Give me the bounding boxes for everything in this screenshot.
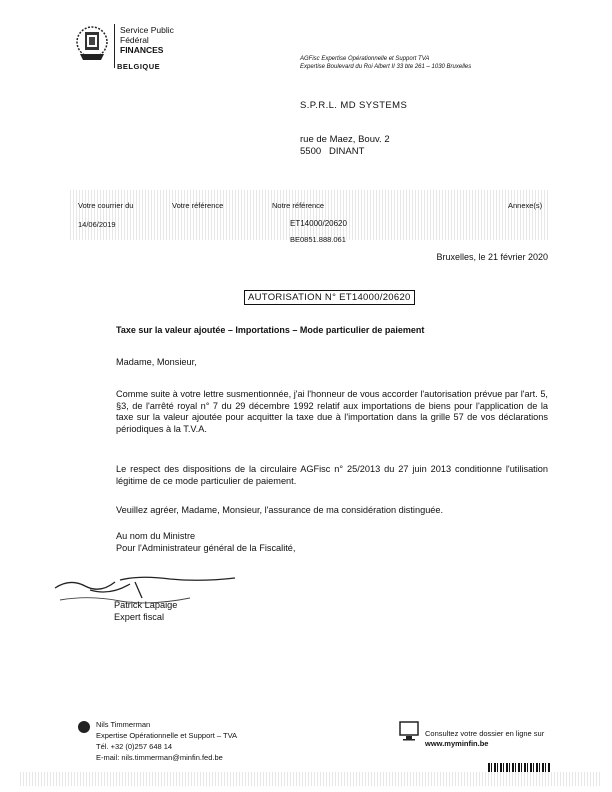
footer-barcode	[488, 763, 550, 772]
closing-line: Au nom du Ministre	[116, 531, 196, 541]
ref-label: Votre référence	[172, 201, 224, 210]
service-block	[120, 25, 174, 55]
recipient-city: 5500 DINANT	[300, 146, 365, 157]
authorization-number: AUTORISATION N° ET14000/20620	[244, 290, 415, 305]
paragraph: Comme suite à votre lettre susmentionnée, j'ai l'honneur de vous accorder l'autorisation prévue par l'art. 5, §3, de l'arrêté royal n° 7 du 29 décembre 1992 relatif aux importations de biens pour l'application de la taxe sur la valeur ajoutée pour acquitter la taxe due à l'importation dans la grille 57 de vos déclarations périodiques à la T.V.A.	[116, 389, 548, 434]
federal-finances-logo	[74, 24, 110, 64]
signatory-block	[114, 599, 177, 623]
country-label: BELGIQUE	[117, 62, 161, 71]
subject-line: Taxe sur la valeur ajoutée – Importations – Mode particulier de paiement	[116, 325, 425, 335]
contact-department: Expertise Opérationnelle et Support – TVA	[96, 731, 238, 740]
paragraph: Le respect des dispositions de la circulaire AGFisc n° 25/2013 du 27 juin 2013 conditionne l'utilisation légitime de ce mode particulier de paiement.	[116, 464, 548, 486]
service-line: FINANCES	[120, 45, 164, 55]
signatory-name: Patrick Lapaige	[114, 600, 178, 610]
signatory-title: Expert fiscal	[114, 612, 165, 622]
ref-label: Votre courrier du	[78, 201, 134, 210]
ref-value: ET14000/20620	[290, 219, 347, 228]
scan-noise	[20, 772, 600, 786]
paragraph: Veuillez agréer, Madame, Monsieur, l'assurance de ma considération distinguée.	[116, 505, 444, 515]
monitor-icon	[398, 720, 420, 742]
recipient-block	[300, 100, 407, 158]
date-line: Bruxelles, le 21 février 2020	[436, 252, 548, 262]
closing-block	[116, 531, 295, 554]
salutation: Madame, Monsieur,	[116, 357, 197, 367]
coat-of-arms-icon	[74, 24, 110, 64]
service-line: Fédéral	[120, 35, 149, 45]
recipient-company: S.P.R.L. MD SYSTEMS	[300, 100, 408, 111]
online-link[interactable]: www.myminfin.be	[425, 739, 489, 748]
ref-label: Annexe(s)	[508, 201, 543, 210]
ref-value: 14/06/2019	[78, 220, 116, 229]
header-divider	[114, 24, 115, 68]
recipient-street: rue de Maez, Bouv. 2	[300, 134, 390, 145]
admin-address	[300, 56, 480, 71]
closing-line: Pour l'Administrateur général de la Fiscalité,	[116, 542, 296, 553]
admin-line: Expertise Boulevard du Roi Albert II 33 bte 261 – 1030 Bruxelles	[300, 63, 472, 70]
footer-logo	[78, 721, 90, 733]
online-text: Consultez votre dossier en ligne sur	[425, 729, 545, 738]
ref-label: Notre référence	[272, 201, 325, 210]
contact-phone: Tél. +32 (0)257 648 14	[96, 742, 173, 751]
footer-contact	[96, 719, 237, 763]
vat-number: BE0851.888.061	[290, 235, 346, 244]
footer-online	[425, 729, 544, 749]
scan-noise	[70, 190, 550, 240]
service-line: Service Public	[120, 25, 174, 35]
contact-email: E-mail: nils.timmerman@minfin.fed.be	[96, 753, 223, 762]
admin-line: AGFisc Expertise Opérationnelle et Support TVA	[300, 56, 430, 62]
contact-name: Nils Timmerman	[96, 720, 151, 729]
